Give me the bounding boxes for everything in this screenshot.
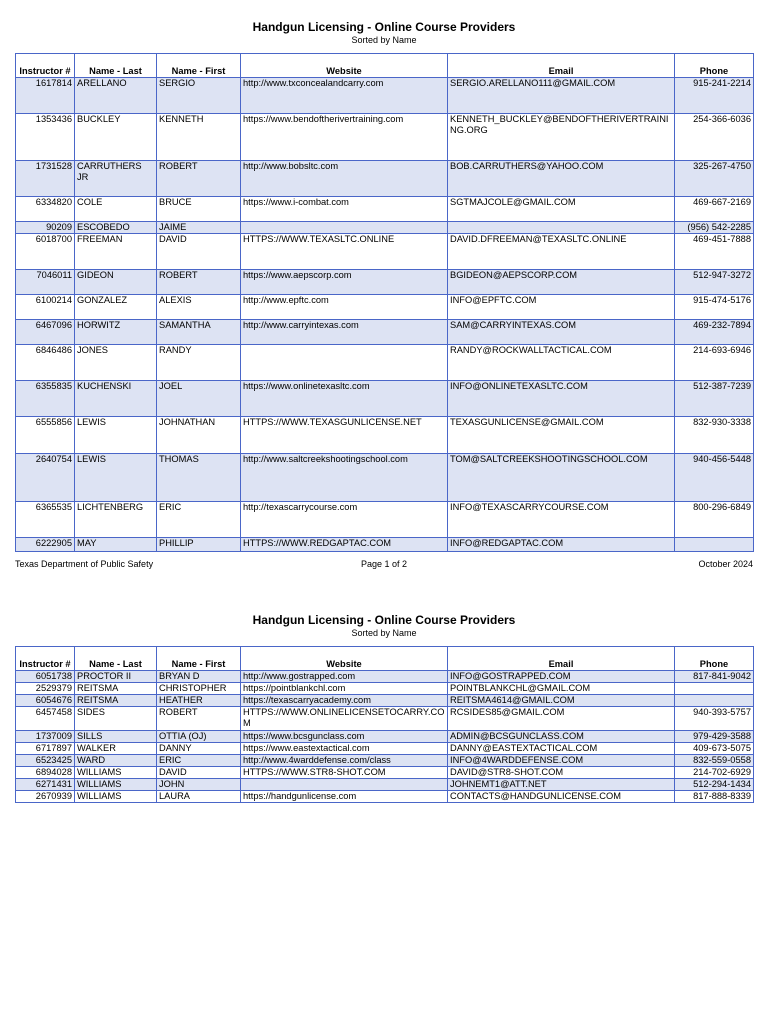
column-header-phone: Phone (675, 647, 754, 671)
cell-first-name: LAURA (157, 791, 241, 803)
cell-website: https://www.eastextactical.com (241, 743, 448, 755)
cell-first-name: DAVID (157, 234, 241, 270)
table-row (16, 707, 754, 731)
cell-last-name: WILLIAMS (75, 767, 157, 779)
cell-phone: 832-559-0558 (675, 755, 754, 767)
cell-phone: 409-673-5075 (675, 743, 754, 755)
cell-phone: 512-387-7239 (675, 381, 754, 417)
cell-phone: 325-267-4750 (675, 161, 754, 197)
cell-phone: 817-888-8339 (675, 791, 754, 803)
cell-last-name: WARD (75, 755, 157, 767)
cell-first-name: ALEXIS (157, 295, 241, 320)
cell-last-name: BUCKLEY (75, 114, 157, 161)
footer-page-number: Page 1 of 2 (360, 559, 408, 569)
cell-phone: 254-366-6036 (675, 114, 754, 161)
cell-email: DAVID@STR8-SHOT.COM (448, 767, 675, 779)
cell-email: INFO@GOSTRAPPED.COM (448, 671, 675, 683)
column-header-instructor-number: Instructor # (16, 647, 75, 671)
table-row (16, 683, 754, 695)
cell-last-name: ARELLANO (75, 78, 157, 114)
cell-email: CONTACTS@HANDGUNLICENSE.COM (448, 791, 675, 803)
cell-website: http://texascarrycourse.com (241, 502, 448, 538)
cell-last-name: SIDES (75, 707, 157, 731)
cell-last-name: PROCTOR II (75, 671, 157, 683)
cell-last-name: WILLIAMS (75, 779, 157, 791)
column-header-email: Email (448, 54, 675, 78)
page-title: Handgun Licensing - Online Course Providers (252, 613, 516, 627)
page-1-heading (0, 20, 768, 46)
cell-website: http://www.saltcreekshootingschool.com (241, 454, 448, 502)
cell-instructor-number: 6467096 (16, 320, 75, 345)
cell-instructor-number: 1353436 (16, 114, 75, 161)
cell-last-name: MAY (75, 538, 157, 552)
cell-first-name: BRUCE (157, 197, 241, 222)
cell-last-name: GIDEON (75, 270, 157, 295)
cell-email: REITSMA4614@GMAIL.COM (448, 695, 675, 707)
cell-last-name: CARRUTHERS JR (75, 161, 157, 197)
table-row (16, 695, 754, 707)
table-row (16, 755, 754, 767)
footer-date: October 2024 (698, 559, 753, 569)
table-row (16, 502, 754, 538)
cell-email: DANNY@EASTEXTACTICAL.COM (448, 743, 675, 755)
cell-email: INFO@ONLINETEXASLTC.COM (448, 381, 675, 417)
table-row (16, 779, 754, 791)
cell-first-name: OTTIA (OJ) (157, 731, 241, 743)
cell-instructor-number: 6523425 (16, 755, 75, 767)
cell-instructor-number: 6018700 (16, 234, 75, 270)
column-header-first-name: Name - First (157, 54, 241, 78)
cell-website: http://www.carryintexas.com (241, 320, 448, 345)
cell-last-name: ESCOBEDO (75, 222, 157, 234)
cell-website: https://texascarryacademy.com (241, 695, 448, 707)
cell-email: BOB.CARRUTHERS@YAHOO.COM (448, 161, 675, 197)
cell-phone: (956) 542-2285 (675, 222, 754, 234)
cell-website: https://handgunlicense.com (241, 791, 448, 803)
cell-first-name: DAVID (157, 767, 241, 779)
column-header-website: Website (241, 647, 448, 671)
cell-first-name: ERIC (157, 755, 241, 767)
cell-website (241, 345, 448, 381)
cell-phone: 214-693-6946 (675, 345, 754, 381)
cell-email: RANDY@ROCKWALLTACTICAL.COM (448, 345, 675, 381)
cell-website: HTTPS://WWW.STR8-SHOT.COM (241, 767, 448, 779)
cell-email: INFO@4WARDDEFENSE.COM (448, 755, 675, 767)
cell-email: TEXASGUNLICENSE@GMAIL.COM (448, 417, 675, 454)
cell-website: HTTPS://WWW.TEXASLTC.ONLINE (241, 234, 448, 270)
cell-first-name: ROBERT (157, 161, 241, 197)
cell-email (448, 222, 675, 234)
cell-first-name: PHILLIP (157, 538, 241, 552)
cell-website: https://www.bendoftherivertraining.com (241, 114, 448, 161)
column-header-email: Email (448, 647, 675, 671)
cell-first-name: BRYAN D (157, 671, 241, 683)
cell-website: http://www.4warddefense.com/class (241, 755, 448, 767)
cell-instructor-number: 6846486 (16, 345, 75, 381)
cell-last-name: REITSMA (75, 695, 157, 707)
cell-last-name: FREEMAN (75, 234, 157, 270)
providers-table-page-2 (15, 646, 754, 803)
column-header-phone: Phone (675, 54, 754, 78)
table-row (16, 454, 754, 502)
cell-website: HTTPS://WWW.ONLINELICENSETOCARRY.COM (241, 707, 448, 731)
table-row (16, 197, 754, 222)
table-row (16, 791, 754, 803)
cell-last-name: KUCHENSKI (75, 381, 157, 417)
cell-first-name: KENNETH (157, 114, 241, 161)
cell-email: JOHNEMT1@ATT.NET (448, 779, 675, 791)
cell-first-name: ROBERT (157, 270, 241, 295)
cell-phone: 469-232-7894 (675, 320, 754, 345)
cell-phone (675, 538, 754, 552)
cell-email: SGTMAJCOLE@GMAIL.COM (448, 197, 675, 222)
cell-instructor-number: 90209 (16, 222, 75, 234)
table-row (16, 114, 754, 161)
cell-phone: 469-667-2169 (675, 197, 754, 222)
cell-email: ADMIN@BCSGUNCLASS.COM (448, 731, 675, 743)
cell-phone: 512-947-3272 (675, 270, 754, 295)
table-row (16, 295, 754, 320)
column-header-first-name: Name - First (157, 647, 241, 671)
cell-phone: 800-296-6849 (675, 502, 754, 538)
page-subtitle: Sorted by Name (351, 35, 417, 45)
cell-instructor-number: 6555856 (16, 417, 75, 454)
cell-last-name: JONES (75, 345, 157, 381)
cell-website: HTTPS://WWW.TEXASGUNLICENSE.NET (241, 417, 448, 454)
cell-instructor-number: 2670939 (16, 791, 75, 803)
table-row (16, 270, 754, 295)
cell-first-name: JOHNATHAN (157, 417, 241, 454)
cell-website: http://www.gostrapped.com (241, 671, 448, 683)
cell-last-name: WALKER (75, 743, 157, 755)
cell-first-name: THOMAS (157, 454, 241, 502)
providers-table-page-1 (15, 53, 754, 552)
cell-first-name: ERIC (157, 502, 241, 538)
cell-website (241, 779, 448, 791)
cell-website (241, 222, 448, 234)
table-row (16, 381, 754, 417)
cell-first-name: ROBERT (157, 707, 241, 731)
table-row (16, 538, 754, 552)
cell-email: INFO@REDGAPTAC.COM (448, 538, 675, 552)
cell-last-name: HORWITZ (75, 320, 157, 345)
cell-email: INFO@TEXASCARRYCOURSE.COM (448, 502, 675, 538)
column-header-instructor-number: Instructor # (16, 54, 75, 78)
cell-first-name: SERGIO (157, 78, 241, 114)
cell-last-name: SILLS (75, 731, 157, 743)
cell-first-name: RANDY (157, 345, 241, 381)
cell-instructor-number: 6355835 (16, 381, 75, 417)
cell-last-name: GONZALEZ (75, 295, 157, 320)
cell-instructor-number: 6051738 (16, 671, 75, 683)
table-row (16, 222, 754, 234)
cell-website: https://www.aepscorp.com (241, 270, 448, 295)
cell-phone: 915-474-5176 (675, 295, 754, 320)
cell-instructor-number: 1617814 (16, 78, 75, 114)
cell-instructor-number: 6457458 (16, 707, 75, 731)
cell-first-name: SAMANTHA (157, 320, 241, 345)
cell-website: https://www.onlinetexasltc.com (241, 381, 448, 417)
cell-phone: 915-241-2214 (675, 78, 754, 114)
table-row (16, 731, 754, 743)
cell-email: DAVID.DFREEMAN@TEXASLTC.ONLINE (448, 234, 675, 270)
cell-instructor-number: 6100214 (16, 295, 75, 320)
cell-last-name: LICHTENBERG (75, 502, 157, 538)
cell-phone (675, 683, 754, 695)
cell-instructor-number: 7046011 (16, 270, 75, 295)
table-row (16, 320, 754, 345)
cell-last-name: COLE (75, 197, 157, 222)
cell-phone: 979-429-3588 (675, 731, 754, 743)
cell-last-name: LEWIS (75, 454, 157, 502)
table-row (16, 161, 754, 197)
cell-website: http://www.txconcealandcarry.com (241, 78, 448, 114)
cell-last-name: LEWIS (75, 417, 157, 454)
table-row (16, 671, 754, 683)
cell-phone: 469-451-7888 (675, 234, 754, 270)
table-row (16, 743, 754, 755)
cell-instructor-number: 6334820 (16, 197, 75, 222)
cell-website: http://www.bobsltc.com (241, 161, 448, 197)
cell-first-name: CHRISTOPHER (157, 683, 241, 695)
cell-instructor-number: 6894028 (16, 767, 75, 779)
cell-phone: 832-930-3338 (675, 417, 754, 454)
page-subtitle: Sorted by Name (351, 628, 417, 638)
cell-instructor-number: 6365535 (16, 502, 75, 538)
cell-email: SERGIO.ARELLANO111@GMAIL.COM (448, 78, 675, 114)
table-row (16, 767, 754, 779)
cell-first-name: JOHN (157, 779, 241, 791)
cell-phone: 214-702-6929 (675, 767, 754, 779)
cell-instructor-number: 1731528 (16, 161, 75, 197)
table-row (16, 78, 754, 114)
cell-instructor-number: 1737009 (16, 731, 75, 743)
cell-email: RCSIDES85@GMAIL.COM (448, 707, 675, 731)
cell-website: HTTPS://WWW.REDGAPTAC.COM (241, 538, 448, 552)
cell-website: https://www.bcsgunclass.com (241, 731, 448, 743)
cell-email: INFO@EPFTC.COM (448, 295, 675, 320)
cell-website: https://www.i-combat.com (241, 197, 448, 222)
cell-first-name: HEATHER (157, 695, 241, 707)
cell-email: SAM@CARRYINTEXAS.COM (448, 320, 675, 345)
cell-email: KENNETH_BUCKLEY@BENDOFTHERIVERTRAINING.ORG (448, 114, 675, 161)
cell-email: POINTBLANKCHL@GMAIL.COM (448, 683, 675, 695)
cell-website: http://www.epftc.com (241, 295, 448, 320)
footer-agency: Texas Department of Public Safety (15, 559, 154, 569)
cell-phone: 817-841-9042 (675, 671, 754, 683)
column-header-website: Website (241, 54, 448, 78)
column-header-last-name: Name - Last (75, 54, 157, 78)
cell-instructor-number: 2640754 (16, 454, 75, 502)
cell-email: BGIDEON@AEPSCORP.COM (448, 270, 675, 295)
table-row (16, 234, 754, 270)
cell-phone (675, 695, 754, 707)
table-row (16, 345, 754, 381)
cell-email: TOM@SALTCREEKSHOOTINGSCHOOL.COM (448, 454, 675, 502)
cell-instructor-number: 6717897 (16, 743, 75, 755)
page-title: Handgun Licensing - Online Course Providers (252, 20, 516, 34)
cell-first-name: DANNY (157, 743, 241, 755)
cell-last-name: WILLIAMS (75, 791, 157, 803)
table-row (16, 417, 754, 454)
cell-phone: 940-456-5448 (675, 454, 754, 502)
cell-instructor-number: 6054676 (16, 695, 75, 707)
cell-first-name: JAIME (157, 222, 241, 234)
cell-last-name: REITSMA (75, 683, 157, 695)
page-2-heading (0, 613, 768, 639)
cell-website: https://pointblankchl.com (241, 683, 448, 695)
cell-instructor-number: 6222905 (16, 538, 75, 552)
cell-instructor-number: 6271431 (16, 779, 75, 791)
cell-phone: 940-393-5757 (675, 707, 754, 731)
cell-first-name: JOEL (157, 381, 241, 417)
column-header-last-name: Name - Last (75, 647, 157, 671)
cell-instructor-number: 2529379 (16, 683, 75, 695)
cell-phone: 512-294-1434 (675, 779, 754, 791)
